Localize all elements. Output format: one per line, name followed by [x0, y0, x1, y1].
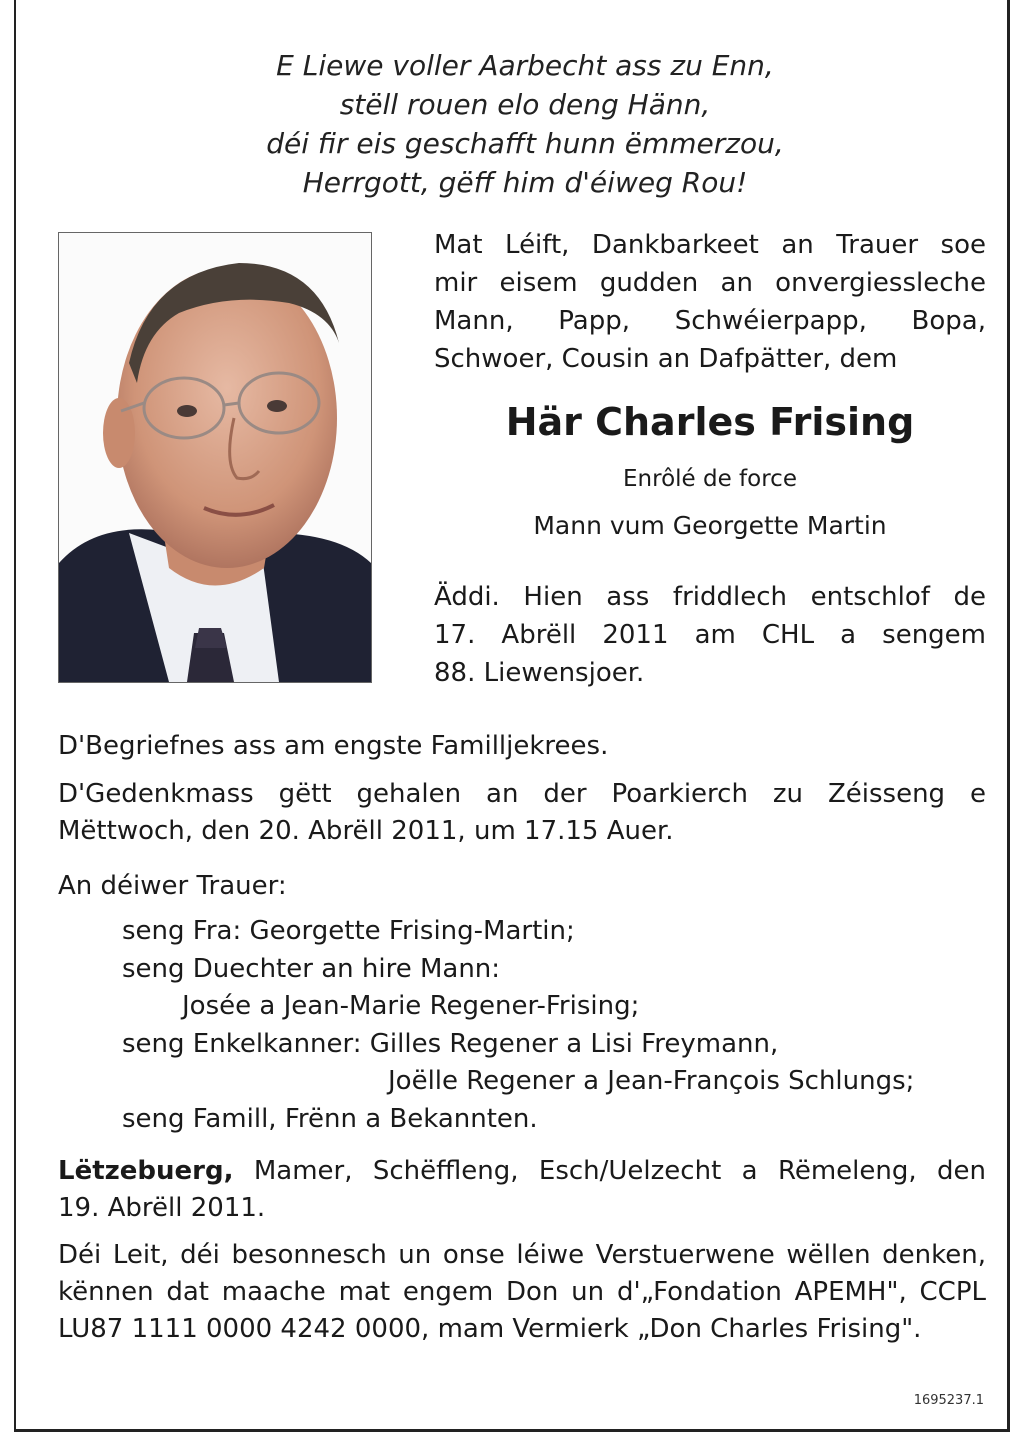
mourner-line: seng Enkelkanner: Gilles Regener a Lisi Freymann,: [122, 1029, 779, 1059]
mass-text: [58, 776, 986, 850]
mourner-line: seng Fra: Georgette Frising-Martin;: [122, 916, 575, 946]
intro-line: Mat Léift, Dankbarkeet an Trauer soe: [434, 230, 986, 260]
place-rest: Mamer, Schëffleng, Esch/Uelzecht a Rëmeleng, den: [233, 1156, 986, 1186]
donation-line: LU87 1111 0000 4242 0000, mam Vermierk „Don Charles Frising".: [58, 1314, 922, 1344]
mass-line: D'Gedenkmass gëtt gehalen an der Poarkierch zu Zéisseng e: [58, 779, 986, 809]
death-line: 17. Abrëll 2011 am CHL a sengem: [434, 620, 986, 650]
mourner-line: seng Famill, Frënn a Bekannten.: [122, 1104, 538, 1134]
death-line: Äddi. Hien ass friddlech entschlof de: [434, 582, 986, 612]
place-date-line: 19. Abrëll 2011.: [58, 1193, 266, 1223]
death-notice: [434, 578, 986, 692]
mourners-intro: An déiwer Trauer:: [58, 871, 287, 901]
poem-line: Herrgott, gëff him d'éiweg Rou!: [302, 166, 748, 199]
reference-number: 1695237.1: [913, 1393, 984, 1408]
portrait-photo-icon: [59, 233, 371, 682]
place-date: [58, 1153, 986, 1227]
mourner-line: Josée a Jean-Marie Regener-Frising;: [182, 991, 640, 1021]
place-line: [58, 1153, 986, 1190]
poem-line: déi fir eis geschafft hunn ëmmerzou,: [266, 127, 784, 160]
poem-line: E Liewe voller Aarbecht ass zu Enn,: [276, 49, 774, 82]
deceased-spouse: Mann vum Georgette Martin: [533, 511, 887, 540]
poem-line: stëll rouen elo deng Hänn,: [339, 88, 711, 121]
place-name: Lëtzebuerg,: [58, 1156, 234, 1186]
mourner-line: Joëlle Regener a Jean-François Schlungs;: [388, 1066, 915, 1096]
portrait-photo: [58, 232, 372, 683]
deceased-name: Här Charles Frising: [505, 400, 915, 444]
intro-line: mir eisem gudden an onvergiessleche: [434, 268, 986, 298]
mourner-line: seng Duechter an hire Mann:: [122, 954, 501, 984]
donation-text: [58, 1237, 986, 1348]
burial-text: D'Begriefnes ass am engste Familljekrees.: [58, 731, 609, 761]
intro-line: Schwoer, Cousin an Dafpätter, dem: [434, 344, 898, 374]
intro-text: [434, 226, 986, 378]
mass-line: Mëttwoch, den 20. Abrëll 2011, um 17.15 Auer.: [58, 816, 674, 846]
donation-line: kënnen dat maache mat engem Don un d'„Fondation APEMH", CCPL: [58, 1277, 986, 1307]
death-line: 88. Liewensjoer.: [434, 658, 645, 688]
donation-line: Déi Leit, déi besonnesch un onse léiwe Verstuerwene wëllen denken,: [58, 1240, 986, 1270]
deceased-title: Enrôlé de force: [623, 466, 797, 492]
intro-line: Mann, Papp, Schwéierpapp, Bopa,: [434, 306, 986, 336]
poem: [0, 46, 1024, 202]
